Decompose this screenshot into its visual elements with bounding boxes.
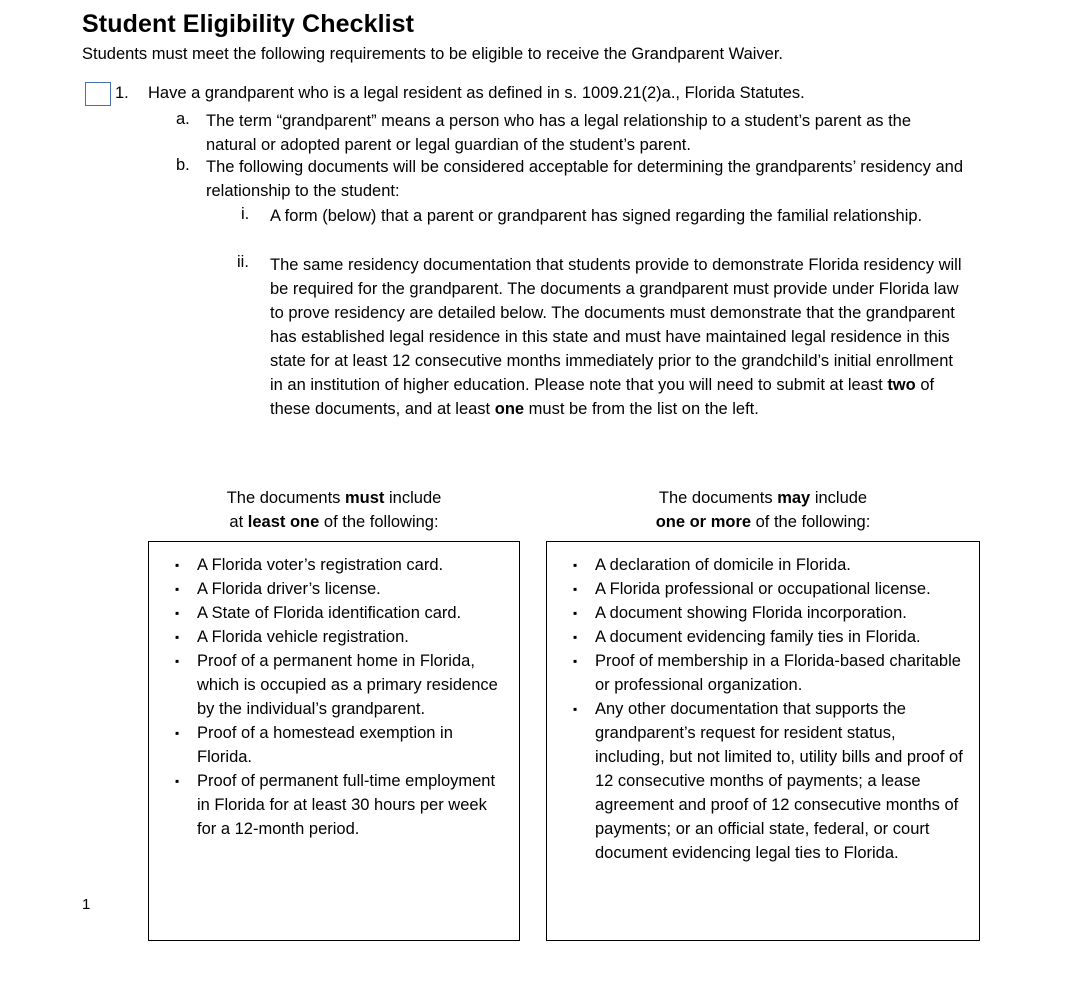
list-item-text: A Florida vehicle registration. xyxy=(197,628,409,646)
list-item xyxy=(159,649,507,721)
square-bullet-icon: ▪ xyxy=(175,726,180,740)
square-bullet-icon: ▪ xyxy=(573,702,578,716)
list-item xyxy=(159,553,507,577)
list-item-text: Proof of permanent full-time employment in Florida for at least 30 hours per week for a 12-month period. xyxy=(197,772,496,838)
item-1b-ii-text-part-1: The same residency documentation that students provide to demonstrate Florida residency will be required for the grandparent. The documents a grandparent must provide under Florida law to prove residency are detailed below. The documents must demonstrate that the grandparent has established legal residence in this state and must have maintained legal residence in this state for at least 12 consecutive months immediately prior to the grandchild’s initial enrollment in an institution of higher education. Please note that you will need to submit at least xyxy=(270,256,962,394)
left-heading-line1-pre: The documents xyxy=(226,489,345,507)
item-1b-label: b. xyxy=(176,156,190,174)
list-item-text: A document showing Florida incorporation. xyxy=(595,604,907,622)
may-include-box xyxy=(546,541,980,941)
item-1b-ii-text-part-2: of these documents, and at least xyxy=(270,376,935,418)
list-item-text: A Florida voter’s registration card. xyxy=(197,556,444,574)
square-bullet-icon: ▪ xyxy=(175,558,180,572)
list-item-text: A document evidencing family ties in Florida. xyxy=(595,628,921,646)
left-heading-line1-bold: must xyxy=(345,489,385,507)
left-heading-line2-bold: least one xyxy=(247,513,320,531)
item-1b-ii-label: ii. xyxy=(237,253,249,271)
may-include-list xyxy=(547,542,979,865)
page-title: Student Eligibility Checklist xyxy=(82,10,415,38)
item-1-number: 1. xyxy=(115,84,129,102)
list-item xyxy=(557,553,967,577)
list-item xyxy=(159,601,507,625)
item-1b-ii-bold-one: one xyxy=(494,400,525,418)
square-bullet-icon: ▪ xyxy=(175,654,180,668)
list-item-text: A declaration of domicile in Florida. xyxy=(595,556,851,574)
list-item xyxy=(557,577,967,601)
list-item-text: Proof of membership in a Florida-based charitable or professional organization. xyxy=(595,652,961,694)
page-number: 1 xyxy=(82,896,91,913)
page-subtitle: Students must meet the following requirements to be eligible to receive the Grandparent Waiver. xyxy=(82,45,784,63)
right-column-heading xyxy=(546,486,980,534)
right-heading-line1-pre: The documents xyxy=(658,489,778,507)
right-heading-line1-post: include xyxy=(810,489,868,507)
item-1b-ii-text xyxy=(270,253,970,421)
item-1b-ii-text-part-3: must be from the list on the left. xyxy=(524,400,759,418)
eligibility-checkbox-1[interactable] xyxy=(85,82,111,106)
square-bullet-icon: ▪ xyxy=(175,774,180,788)
must-include-list xyxy=(149,542,519,841)
list-item xyxy=(557,601,967,625)
square-bullet-icon: ▪ xyxy=(175,606,180,620)
square-bullet-icon: ▪ xyxy=(175,630,180,644)
left-heading-line1-post: include xyxy=(384,489,442,507)
item-1b-ii-bold-two: two xyxy=(887,376,916,394)
left-heading-line2-post: of the following: xyxy=(319,513,439,531)
list-item-text: Any other documentation that supports the grandparent’s request for resident status, including, but not limited to, utility bills and proof of 12 consecutive months of payments; a lease agreement and proof of 12 consecutive months of payments; or an official state, federal, or court document evidencing legal ties to Florida. xyxy=(595,700,963,862)
item-1a-label: a. xyxy=(176,110,190,128)
list-item xyxy=(557,625,967,649)
left-heading-line2-pre: at xyxy=(229,513,248,531)
square-bullet-icon: ▪ xyxy=(573,582,578,596)
list-item-text: A Florida professional or occupational license. xyxy=(595,580,931,598)
list-item-text: Proof of a homestead exemption in Florida. xyxy=(197,724,453,766)
right-heading-line2-post: of the following: xyxy=(751,513,871,531)
right-heading-line1-bold: may xyxy=(777,489,811,507)
item-1b-text: The following documents will be considered acceptable for determining the grandparents’ residency and relationship to the student: xyxy=(206,158,963,200)
list-item xyxy=(159,577,507,601)
item-1b-i-label: i. xyxy=(241,205,250,223)
list-item-text: A State of Florida identification card. xyxy=(197,604,462,622)
square-bullet-icon: ▪ xyxy=(573,654,578,668)
list-item xyxy=(557,697,967,865)
must-include-box xyxy=(148,541,520,941)
left-column-heading xyxy=(148,486,520,534)
list-item xyxy=(159,625,507,649)
square-bullet-icon: ▪ xyxy=(573,630,578,644)
item-1b-i-text: A form (below) that a parent or grandparent has signed regarding the familial relationship. xyxy=(270,207,923,225)
list-item-text: Proof of a permanent home in Florida, which is occupied as a primary residence by the individual’s grandparent. xyxy=(197,652,498,718)
list-item xyxy=(557,649,967,697)
list-item-text: A Florida driver’s license. xyxy=(197,580,381,598)
list-item xyxy=(159,721,507,769)
square-bullet-icon: ▪ xyxy=(573,606,578,620)
right-heading-line2-bold: one or more xyxy=(655,513,752,531)
square-bullet-icon: ▪ xyxy=(573,558,578,572)
item-1a-text: The term “grandparent” means a person who has a legal relationship to a student’s parent as the natural or adopted parent or legal guardian of the student’s parent. xyxy=(206,112,912,154)
item-1-text: Have a grandparent who is a legal resident as defined in s. 1009.21(2)a., Florida Statutes. xyxy=(148,84,805,102)
list-item xyxy=(159,769,507,841)
square-bullet-icon: ▪ xyxy=(175,582,180,596)
